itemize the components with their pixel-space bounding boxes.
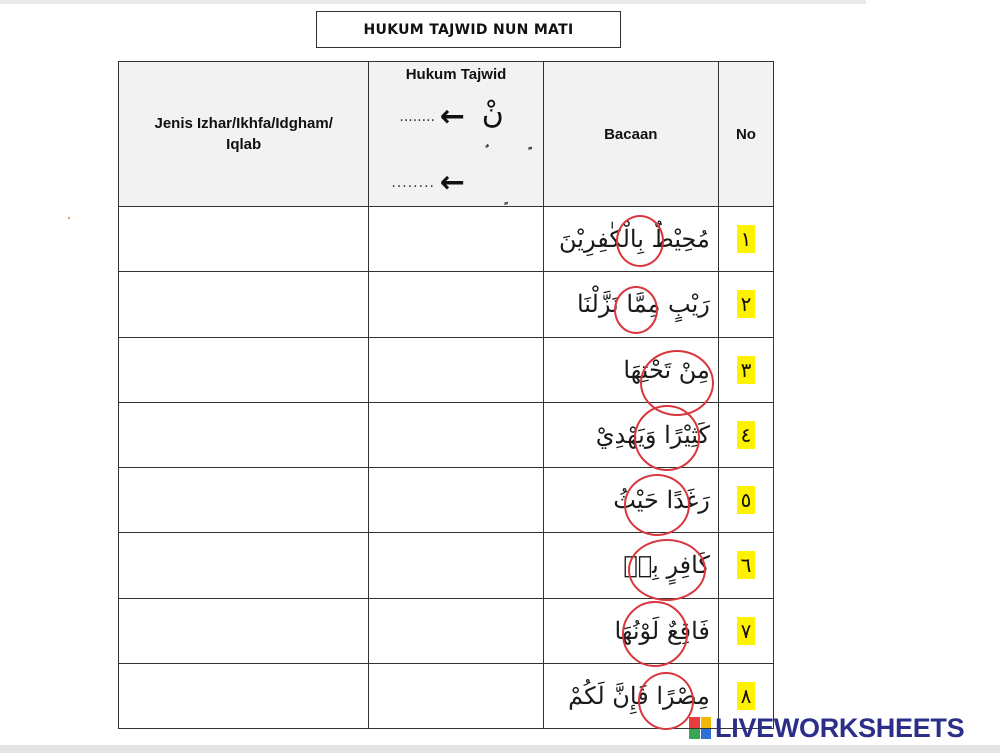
liveworksheets-brand <box>689 712 964 744</box>
number-cell <box>718 272 773 337</box>
bacaan-text: رَغَدًا حَيْثُ <box>613 486 710 515</box>
bacaan-cell <box>543 533 718 598</box>
table-row <box>119 598 774 663</box>
row-number: ٧ <box>737 617 756 645</box>
hukum-answer-cell[interactable] <box>369 663 543 728</box>
number-cell <box>718 337 773 402</box>
hukum-answer-cell[interactable] <box>369 533 543 598</box>
bacaan-cell <box>543 207 718 272</box>
bacaan-cell <box>543 272 718 337</box>
table-row <box>119 207 774 272</box>
row-number: ٦ <box>737 551 756 579</box>
bacaan-cell <box>543 402 718 467</box>
row-number: ٢ <box>737 290 756 318</box>
bacaan-cell <box>543 337 718 402</box>
table-row <box>119 468 774 533</box>
row-number: ١ <box>737 225 756 253</box>
table-row <box>119 663 774 728</box>
jenis-answer-cell[interactable] <box>119 337 369 402</box>
brand-text: LIVEWORKSHEETS <box>715 712 965 743</box>
bacaan-text: مِصْرًا فَإِنَّ لَكُمْ <box>568 681 710 710</box>
dots-placeholder: ........ <box>399 109 435 125</box>
number-cell <box>718 207 773 272</box>
jenis-answer-cell[interactable] <box>119 272 369 337</box>
table-row <box>119 533 774 598</box>
table-row <box>119 337 774 402</box>
header-jenis: Jenis Izhar/Ikhfa/Idgham/ Iqlab <box>119 62 369 207</box>
hukum-answer-cell[interactable] <box>369 402 543 467</box>
hukum-answer-cell[interactable] <box>369 207 543 272</box>
jenis-answer-cell[interactable] <box>119 207 369 272</box>
nun-sukun: نْ <box>481 96 504 131</box>
row-number: ٣ <box>737 356 756 384</box>
bacaan-text: كَافِرٍ بِهٖ <box>623 551 710 580</box>
bacaan-cell <box>543 468 718 533</box>
hukum-answer-cell[interactable] <box>369 337 543 402</box>
hukum-answer-cell[interactable] <box>369 468 543 533</box>
bacaan-text: رَيْبٍ مِمَّا نَزَّلْنَا <box>576 290 710 319</box>
worksheet-title: HUKUM TAJWID NUN MATI <box>316 11 621 48</box>
jenis-answer-cell[interactable] <box>119 533 369 598</box>
header-no: No <box>718 62 773 207</box>
hukum-tanwin-line <box>391 160 465 200</box>
bacaan-cell <box>543 598 718 663</box>
left-arrow-icon: ← <box>439 99 465 134</box>
stray-mark <box>68 217 70 219</box>
bacaan-text: فَاقِعٌ لَوْنُهَا <box>614 616 710 645</box>
hukum-answer-cell[interactable] <box>369 272 543 337</box>
bottom-strip <box>0 745 1000 753</box>
bacaan-text: كَثِيْرًا وَيَهْدِيْ <box>595 420 710 449</box>
dots-placeholder: ........ <box>391 175 435 191</box>
header-bacaan: Bacaan <box>543 62 718 207</box>
left-arrow-icon: ← <box>439 165 465 200</box>
jenis-answer-cell[interactable] <box>119 663 369 728</box>
bacaan-text: مِنْ تَحْتِهَا <box>623 355 710 384</box>
liveworksheets-logo-icon <box>689 717 711 739</box>
hukum-answer-cell[interactable] <box>369 598 543 663</box>
table-row <box>119 272 774 337</box>
jenis-answer-cell[interactable] <box>119 598 369 663</box>
hukum-nun-line <box>399 94 504 134</box>
number-cell <box>718 402 773 467</box>
table-row <box>119 402 774 467</box>
jenis-answer-cell[interactable] <box>119 402 369 467</box>
number-cell <box>718 468 773 533</box>
number-cell <box>718 598 773 663</box>
header-hukum-title: Hukum Tajwid <box>405 66 507 83</box>
header-hukum-tajwid <box>369 62 543 207</box>
number-cell <box>718 533 773 598</box>
top-strip <box>0 0 866 4</box>
row-number: ٤ <box>737 421 756 449</box>
bacaan-text: مُحِيْطٌ بِالْكٰفِرِيْنَ <box>559 225 710 254</box>
jenis-answer-cell[interactable] <box>119 468 369 533</box>
row-number: ٨ <box>737 682 756 710</box>
tajwid-table <box>118 61 774 729</box>
row-number: ٥ <box>737 486 756 514</box>
